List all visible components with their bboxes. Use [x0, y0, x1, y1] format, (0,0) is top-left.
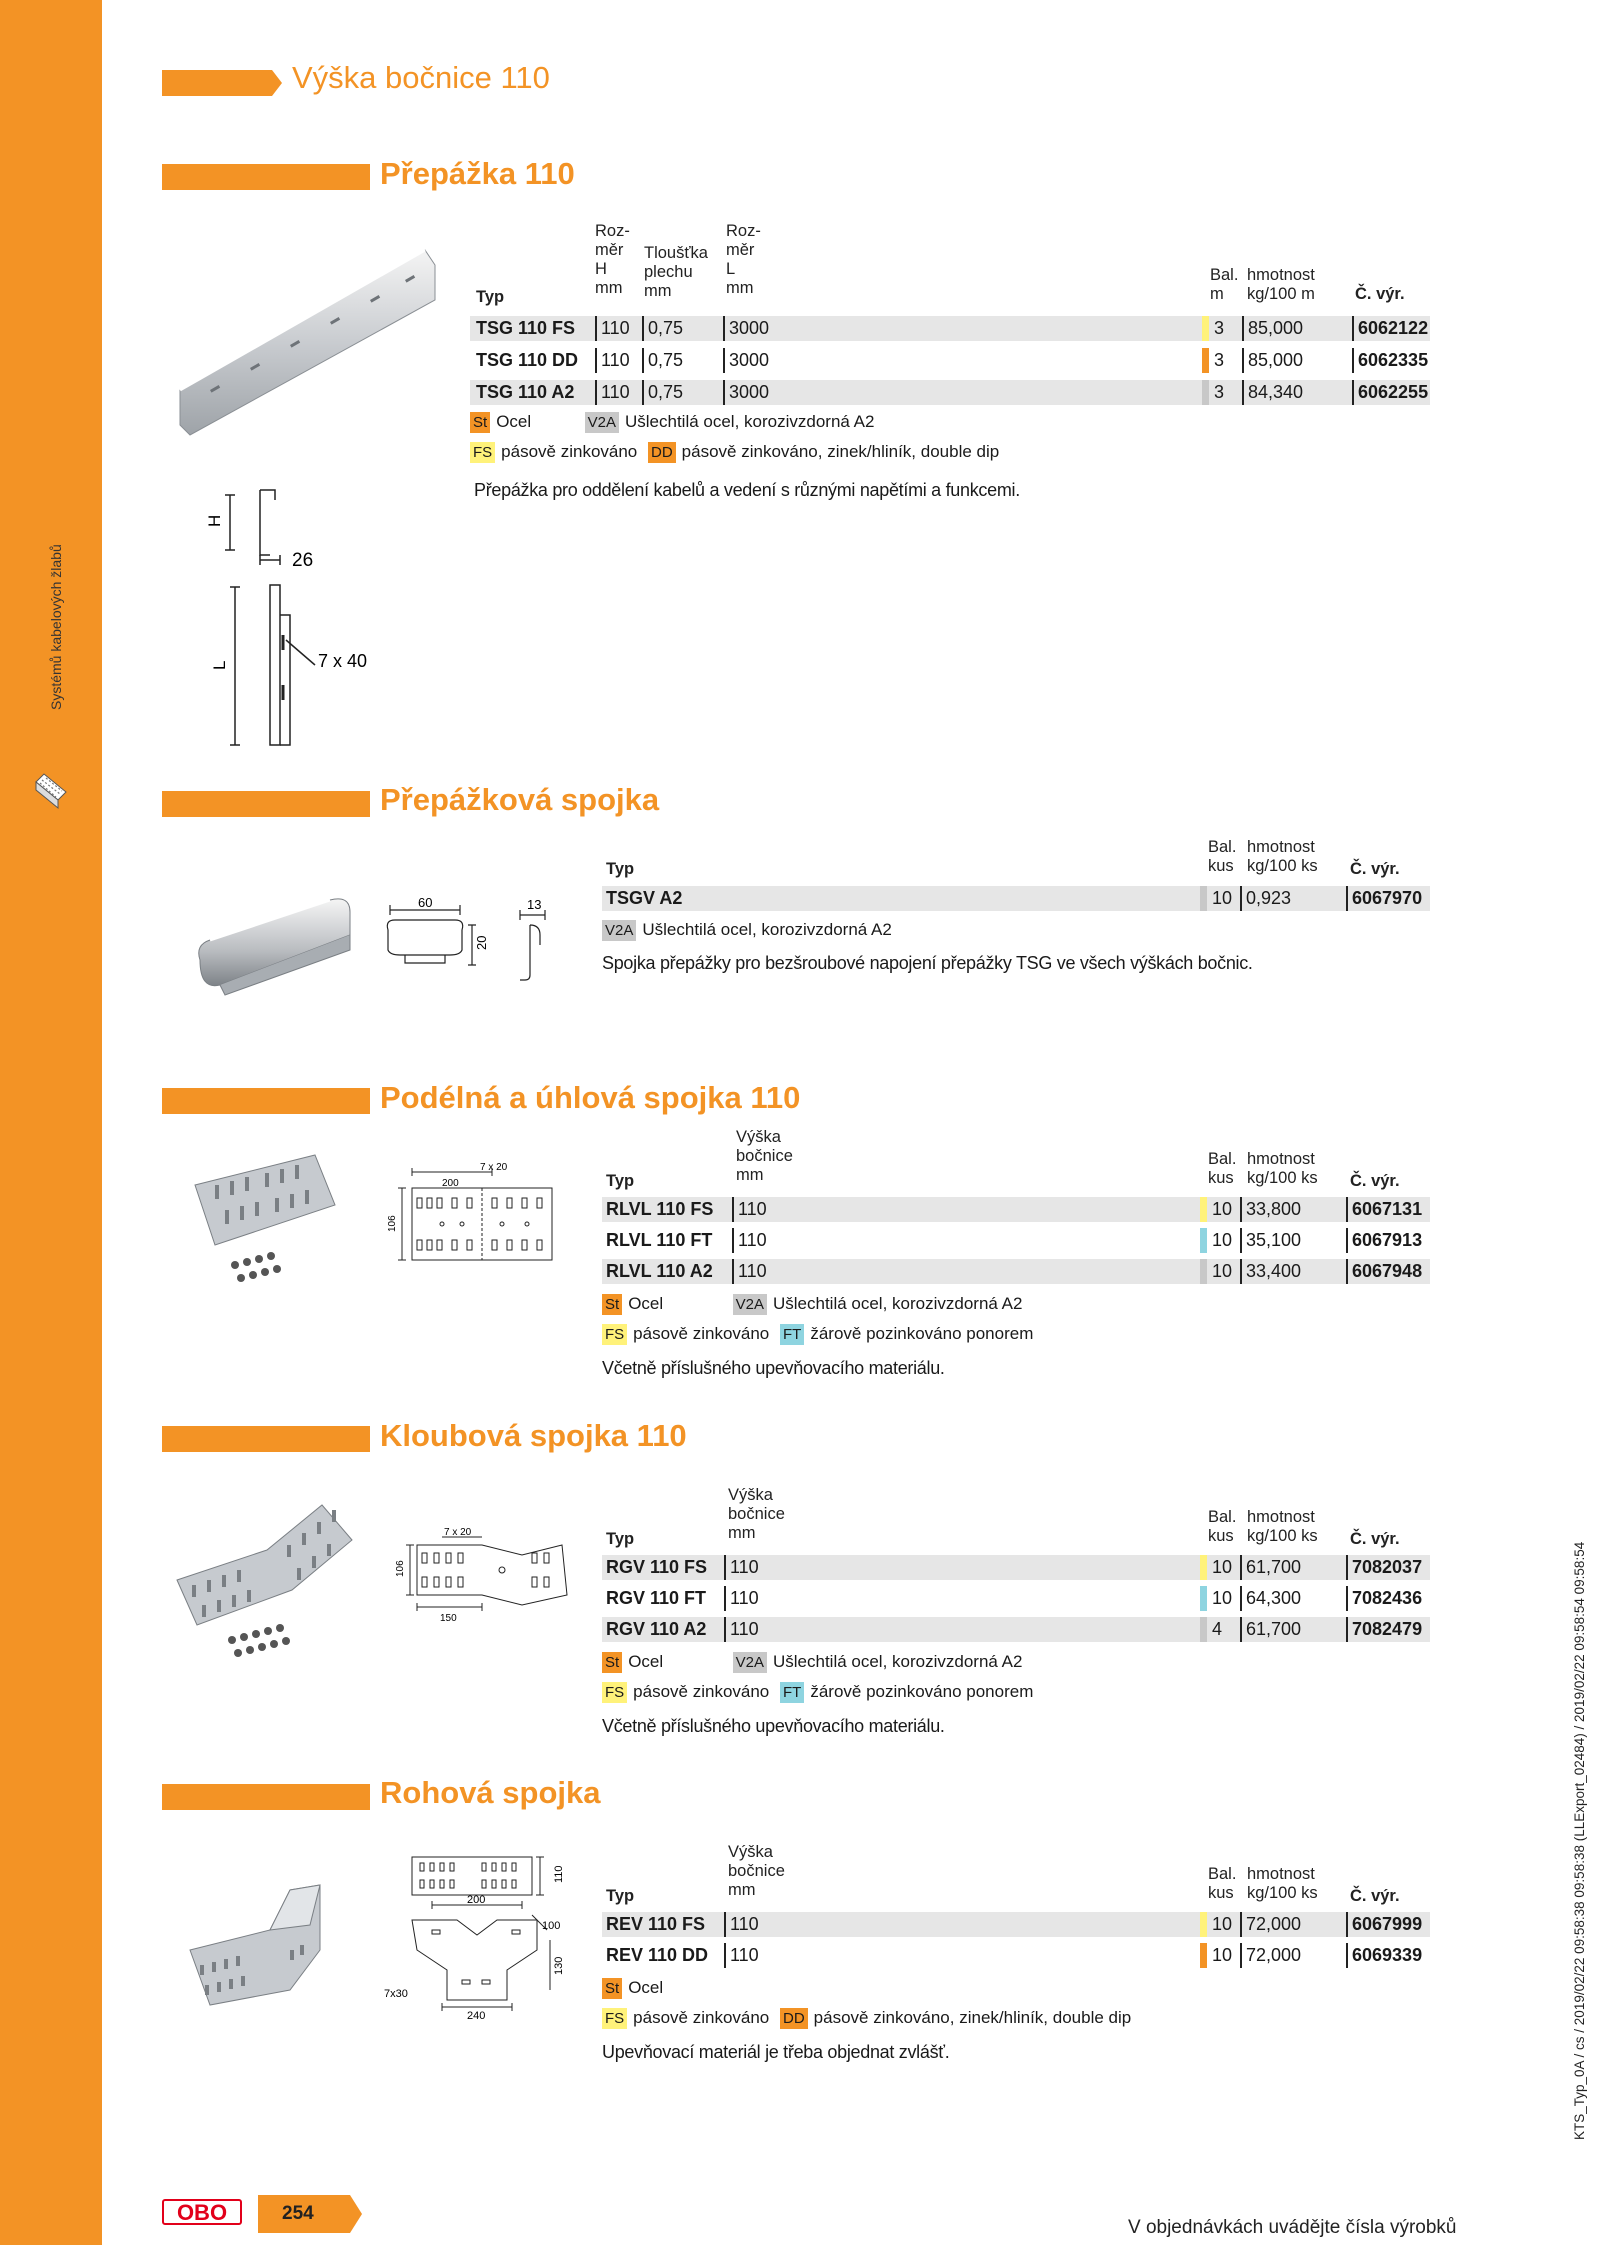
table-row — [602, 886, 1430, 911]
cable-tray-icon — [32, 770, 72, 810]
color-mark-a2 — [1202, 380, 1209, 405]
cell-cv: 7082479 — [1346, 1617, 1422, 1642]
legend-text: Ocel — [628, 1978, 664, 1997]
product-image-spojka — [190, 890, 360, 1000]
legend-row — [602, 1294, 1022, 1315]
color-mark-ft — [1200, 1228, 1207, 1253]
sidebar-stripe — [0, 0, 102, 2245]
section-note: Včetně příslušného upevňovacího materiálu. — [602, 1716, 945, 1736]
col-cv: Č. výr. — [1350, 1530, 1400, 1548]
section-note: Upevňovací materiál je třeba objednat zvlášť. — [602, 2042, 950, 2062]
col-bal-unit: kus — [1208, 1169, 1234, 1187]
cell-l: 3000 — [723, 348, 769, 373]
cell-v: 110 — [724, 1555, 759, 1580]
dim-26-label: 26 — [292, 550, 314, 571]
cell-l: 3000 — [723, 316, 769, 341]
cell-cv: 6067948 — [1346, 1259, 1422, 1284]
product-table-5 — [602, 1843, 1432, 1983]
cell-h: 110 — [595, 380, 630, 405]
col-t-label: mm — [644, 282, 672, 300]
table-row — [602, 1912, 1430, 1937]
cell-v: 110 — [732, 1228, 767, 1253]
badge-st: St — [602, 1294, 622, 1315]
cell-bal: 4 — [1212, 1619, 1223, 1639]
col-v: mm — [728, 1881, 756, 1899]
color-mark-dd — [1202, 348, 1209, 373]
badge-st: St — [602, 1652, 622, 1673]
badge-ft: FT — [780, 1324, 804, 1345]
badge-dd: DD — [780, 2008, 808, 2029]
color-mark-fs — [1202, 316, 1209, 341]
badge-fs: FS — [602, 1682, 627, 1703]
col-hm: hmotnost — [1247, 838, 1315, 856]
product-table-2 — [602, 838, 1432, 918]
cell-v: 110 — [732, 1259, 767, 1284]
dim-150-label: 150 — [440, 1613, 457, 1624]
cell-bal: 10 — [1212, 1557, 1233, 1577]
cell-typ: RLVL 110 FT — [606, 1230, 713, 1250]
cell-bal: 10 — [1212, 1945, 1233, 1965]
table-row — [470, 380, 1430, 405]
cell-v: 110 — [724, 1586, 759, 1611]
badge-fs: FS — [470, 442, 495, 463]
page-number-arrow — [350, 2195, 362, 2233]
badge-fs: FS — [602, 1324, 627, 1345]
col-h-label: měr — [595, 241, 624, 259]
cell-cv: 7082037 — [1346, 1555, 1422, 1580]
cell-hm: 61,700 — [1240, 1617, 1301, 1642]
cell-cv: 6067913 — [1346, 1228, 1422, 1253]
col-bal: Bal. — [1208, 838, 1237, 856]
legend-text: pásově zinkováno — [633, 1324, 770, 1343]
product-image-rgv — [172, 1500, 362, 1670]
legend-text: Ušlechtilá ocel, korozivzdorná A2 — [624, 412, 875, 431]
drawing-rlvl — [382, 1160, 562, 1280]
cell-v: 110 — [724, 1943, 759, 1968]
dim-slot-label: 7 x 40 — [318, 651, 368, 671]
legend-text: pásově zinkováno — [633, 2008, 770, 2027]
col-hm: hmotnost — [1247, 1508, 1315, 1526]
col-v: mm — [736, 1166, 764, 1184]
legend-text: Ocel — [628, 1294, 664, 1313]
cell-hm: 84,340 — [1242, 380, 1303, 405]
badge-fs: FS — [602, 2008, 627, 2029]
col-l-label: L — [726, 260, 736, 278]
table-row — [602, 1617, 1430, 1642]
col-hm-unit: kg/100 ks — [1247, 857, 1318, 875]
section-title-4: Kloubová spojka 110 — [380, 1418, 687, 1453]
dim-106-label: 106 — [387, 1215, 398, 1232]
legend-text: pásově zinkováno, zinek/hliník, double dip — [813, 2008, 1132, 2027]
cell-v: 110 — [724, 1617, 759, 1642]
cell-v: 110 — [724, 1912, 759, 1937]
product-image-rev — [180, 1880, 340, 2020]
cell-typ: REV 110 DD — [606, 1945, 709, 1965]
col-cv: Č. výr. — [1350, 860, 1400, 878]
cell-cv: 7082436 — [1346, 1586, 1422, 1611]
cell-hm: 85,000 — [1242, 316, 1303, 341]
badge-v2a: V2A — [733, 1294, 767, 1315]
dim-slot-label: 7 x 20 — [444, 1527, 472, 1538]
col-t-label: plechu — [644, 263, 693, 281]
page-title: Výška bočnice 110 — [292, 60, 550, 95]
cell-hm: 0,923 — [1240, 886, 1291, 911]
legend-text: Ocel — [496, 412, 532, 431]
product-image-prepazka — [170, 240, 440, 440]
color-mark-a2 — [1200, 886, 1207, 911]
section-title-1: Přepážka 110 — [380, 156, 575, 191]
col-bal-unit: kus — [1208, 857, 1234, 875]
col-bal-unit: kus — [1208, 1527, 1234, 1545]
section-bar — [162, 1426, 370, 1452]
table-row — [602, 1197, 1430, 1222]
col-typ: Typ — [476, 288, 505, 306]
table-row — [602, 1259, 1430, 1284]
dim-110-label: 110 — [553, 1865, 565, 1883]
cell-t: 0,75 — [642, 348, 683, 373]
dim-60-label: 60 — [418, 895, 433, 910]
col-bal: Bal. — [1208, 1865, 1237, 1883]
dim-130-label: 130 — [553, 1956, 565, 1975]
color-mark-fs — [1200, 1912, 1207, 1937]
cell-typ: RGV 110 FS — [606, 1557, 708, 1577]
section-note: Přepážka pro oddělení kabelů a vedení s různými napětími a funkcemi. — [474, 480, 1020, 500]
cell-typ: RLVL 110 A2 — [606, 1261, 713, 1281]
table-row — [470, 316, 1430, 341]
legend-text: pásově zinkováno — [633, 1682, 770, 1701]
cell-bal: 10 — [1212, 888, 1233, 908]
header-bar — [162, 70, 272, 96]
dim-200-label: 200 — [442, 1178, 459, 1189]
cell-t: 0,75 — [642, 380, 683, 405]
legend-row — [470, 442, 999, 463]
legend-text: Ušlechtilá ocel, korozivzdorná A2 — [642, 920, 892, 939]
svg-text:OBO: OBO — [176, 2200, 228, 2225]
cell-v: 110 — [732, 1197, 767, 1222]
drawing-spojka — [380, 895, 570, 995]
col-v: bočnice — [728, 1862, 785, 1880]
cell-typ: TSG 110 DD — [476, 350, 579, 370]
drawing-prepazka — [200, 475, 400, 760]
color-mark-a2 — [1200, 1617, 1207, 1642]
cell-cv: 6067131 — [1346, 1197, 1422, 1222]
cell-hm: 33,400 — [1240, 1259, 1301, 1284]
table-row — [602, 1228, 1430, 1253]
color-mark-dd — [1200, 1943, 1207, 1968]
cell-h: 110 — [595, 348, 630, 373]
legend-row — [602, 1652, 1022, 1673]
col-l-label: měr — [726, 241, 755, 259]
legend-row — [602, 1978, 663, 1999]
badge-dd: DD — [648, 442, 676, 463]
col-v: bočnice — [728, 1505, 785, 1523]
legend-text: pásově zinkováno — [501, 442, 638, 461]
legend-row — [470, 412, 874, 433]
cell-l: 3000 — [723, 380, 769, 405]
product-image-rlvl — [185, 1145, 355, 1305]
col-cv: Č. výr. — [1350, 1172, 1400, 1190]
color-mark-fs — [1200, 1197, 1207, 1222]
table-row — [602, 1943, 1430, 1968]
table-row — [602, 1555, 1430, 1580]
col-h-label: Roz- — [595, 222, 630, 240]
col-typ: Typ — [606, 1530, 635, 1548]
product-table-1 — [470, 222, 1430, 402]
cell-bal: 10 — [1212, 1199, 1233, 1219]
page-number: 254 — [282, 2203, 314, 2224]
dim-slot-label: 7 x 20 — [480, 1162, 508, 1173]
dim-h-label: H — [205, 514, 224, 527]
legend-row — [602, 920, 892, 941]
col-bal-unit: m — [1210, 285, 1224, 303]
cell-t: 0,75 — [642, 316, 683, 341]
drawing-rgv — [382, 1525, 572, 1635]
col-v: Výška — [728, 1843, 773, 1861]
legend-text: Ušlechtilá ocel, korozivzdorná A2 — [772, 1652, 1023, 1671]
legend-row — [602, 1682, 1033, 1703]
col-l-label: Roz- — [726, 222, 761, 240]
cell-typ: TSG 110 A2 — [476, 382, 575, 402]
legend-text: žárově pozinkováno ponorem — [810, 1682, 1034, 1701]
badge-st: St — [470, 412, 490, 433]
cell-bal: 10 — [1212, 1230, 1233, 1250]
cell-hm: 35,100 — [1240, 1228, 1301, 1253]
cell-hm: 85,000 — [1242, 348, 1303, 373]
badge-v2a: V2A — [733, 1652, 767, 1673]
col-typ: Typ — [606, 1887, 635, 1905]
product-table-3 — [602, 1128, 1432, 1288]
col-l-label: mm — [726, 279, 754, 297]
dim-l-label: L — [210, 660, 229, 670]
cell-hm: 33,800 — [1240, 1197, 1301, 1222]
badge-ft: FT — [780, 1682, 804, 1703]
col-hm: hmotnost — [1247, 1150, 1315, 1168]
dim-13-label: 13 — [527, 897, 542, 912]
col-v: Výška — [736, 1128, 781, 1146]
dim-20-label: 20 — [474, 935, 489, 950]
col-typ: Typ — [606, 860, 635, 878]
cell-cv: 6067970 — [1346, 886, 1422, 911]
col-v: Výška — [728, 1486, 773, 1504]
cell-hm: 61,700 — [1240, 1555, 1301, 1580]
col-v: bočnice — [736, 1147, 793, 1165]
legend-text: Ušlechtilá ocel, korozivzdorná A2 — [772, 1294, 1023, 1313]
legend-row — [602, 2008, 1131, 2029]
section-bar — [162, 1784, 370, 1810]
badge-st: St — [602, 1978, 622, 1999]
cell-bal: 10 — [1212, 1914, 1233, 1934]
obo-logo — [162, 2197, 242, 2232]
cell-cv: 6067999 — [1346, 1912, 1422, 1937]
cell-typ: REV 110 FS — [606, 1914, 706, 1934]
section-note: Spojka přepážky pro bezšroubové napojení přepážky TSG ve všech výškách bočnic. — [602, 953, 1253, 973]
cell-hm: 64,300 — [1240, 1586, 1301, 1611]
cell-cv: 6069339 — [1346, 1943, 1422, 1968]
cell-cv: 6062335 — [1352, 348, 1428, 373]
cell-h: 110 — [595, 316, 630, 341]
section-note: Včetně příslušného upevňovacího materiálu. — [602, 1358, 945, 1378]
legend-text: Ocel — [628, 1652, 664, 1671]
table-row — [470, 348, 1430, 373]
col-hm-unit: kg/100 m — [1247, 285, 1315, 303]
section-title-3: Podélná a úhlová spojka 110 — [380, 1080, 801, 1115]
cell-bal: 10 — [1212, 1261, 1233, 1281]
col-v: mm — [728, 1524, 756, 1542]
col-cv: Č. výr. — [1355, 285, 1405, 303]
dim-slot-label: 7x30 — [384, 1988, 408, 2000]
col-hm: hmotnost — [1247, 1865, 1315, 1883]
section-title-2: Přepážková spojka — [380, 782, 660, 817]
col-hm: hmotnost — [1247, 266, 1315, 284]
badge-v2a: V2A — [602, 920, 636, 941]
cell-cv: 6062255 — [1352, 380, 1428, 405]
dim-106-label: 106 — [395, 1560, 406, 1577]
section-title-5: Rohová spojka — [380, 1775, 601, 1810]
col-bal-unit: kus — [1208, 1884, 1234, 1902]
cell-typ: RGV 110 FT — [606, 1588, 707, 1608]
cell-hm: 72,000 — [1240, 1912, 1301, 1937]
col-h-label: H — [595, 260, 607, 278]
legend-text: pásově zinkováno, zinek/hliník, double dip — [681, 442, 1000, 461]
cell-typ: RGV 110 A2 — [606, 1619, 707, 1639]
cell-cv: 6062122 — [1352, 316, 1428, 341]
legend-text: žárově pozinkováno ponorem — [810, 1324, 1034, 1343]
cell-bal: 3 — [1214, 350, 1225, 370]
dim-100-label: 100 — [542, 1920, 561, 1932]
col-t-label: Tloušťka — [644, 244, 708, 262]
section-bar — [162, 1088, 370, 1114]
section-bar — [162, 791, 370, 817]
cell-hm: 72,000 — [1240, 1943, 1301, 1968]
color-mark-fs — [1200, 1555, 1207, 1580]
col-hm-unit: kg/100 ks — [1247, 1884, 1318, 1902]
cell-typ: TSGV A2 — [606, 888, 683, 908]
col-hm-unit: kg/100 ks — [1247, 1527, 1318, 1545]
product-table-4 — [602, 1486, 1432, 1646]
cell-bal: 10 — [1212, 1588, 1233, 1608]
cell-typ: TSG 110 FS — [476, 318, 576, 338]
color-mark-ft — [1200, 1586, 1207, 1611]
header-arrow — [272, 70, 282, 96]
section-bar — [162, 164, 370, 190]
color-mark-a2 — [1200, 1259, 1207, 1284]
dim-240-label: 240 — [467, 2010, 486, 2020]
drawing-rev — [382, 1845, 572, 2020]
cell-typ: RLVL 110 FS — [606, 1199, 714, 1219]
legend-row — [602, 1324, 1033, 1345]
col-typ: Typ — [606, 1172, 635, 1190]
col-h-label: mm — [595, 279, 623, 297]
dim-200-label: 200 — [467, 1894, 486, 1906]
col-bal: Bal. — [1208, 1150, 1237, 1168]
col-bal: Bal. — [1208, 1508, 1237, 1526]
cell-bal: 3 — [1214, 382, 1225, 402]
footer-text: V objednávkách uvádějte čísla výrobků — [1128, 2217, 1457, 2238]
col-bal: Bal. — [1210, 266, 1239, 284]
col-hm-unit: kg/100 ks — [1247, 1169, 1318, 1187]
table-row — [602, 1586, 1430, 1611]
badge-v2a: V2A — [585, 412, 619, 433]
col-cv: Č. výr. — [1350, 1887, 1400, 1905]
cell-bal: 3 — [1214, 318, 1225, 338]
